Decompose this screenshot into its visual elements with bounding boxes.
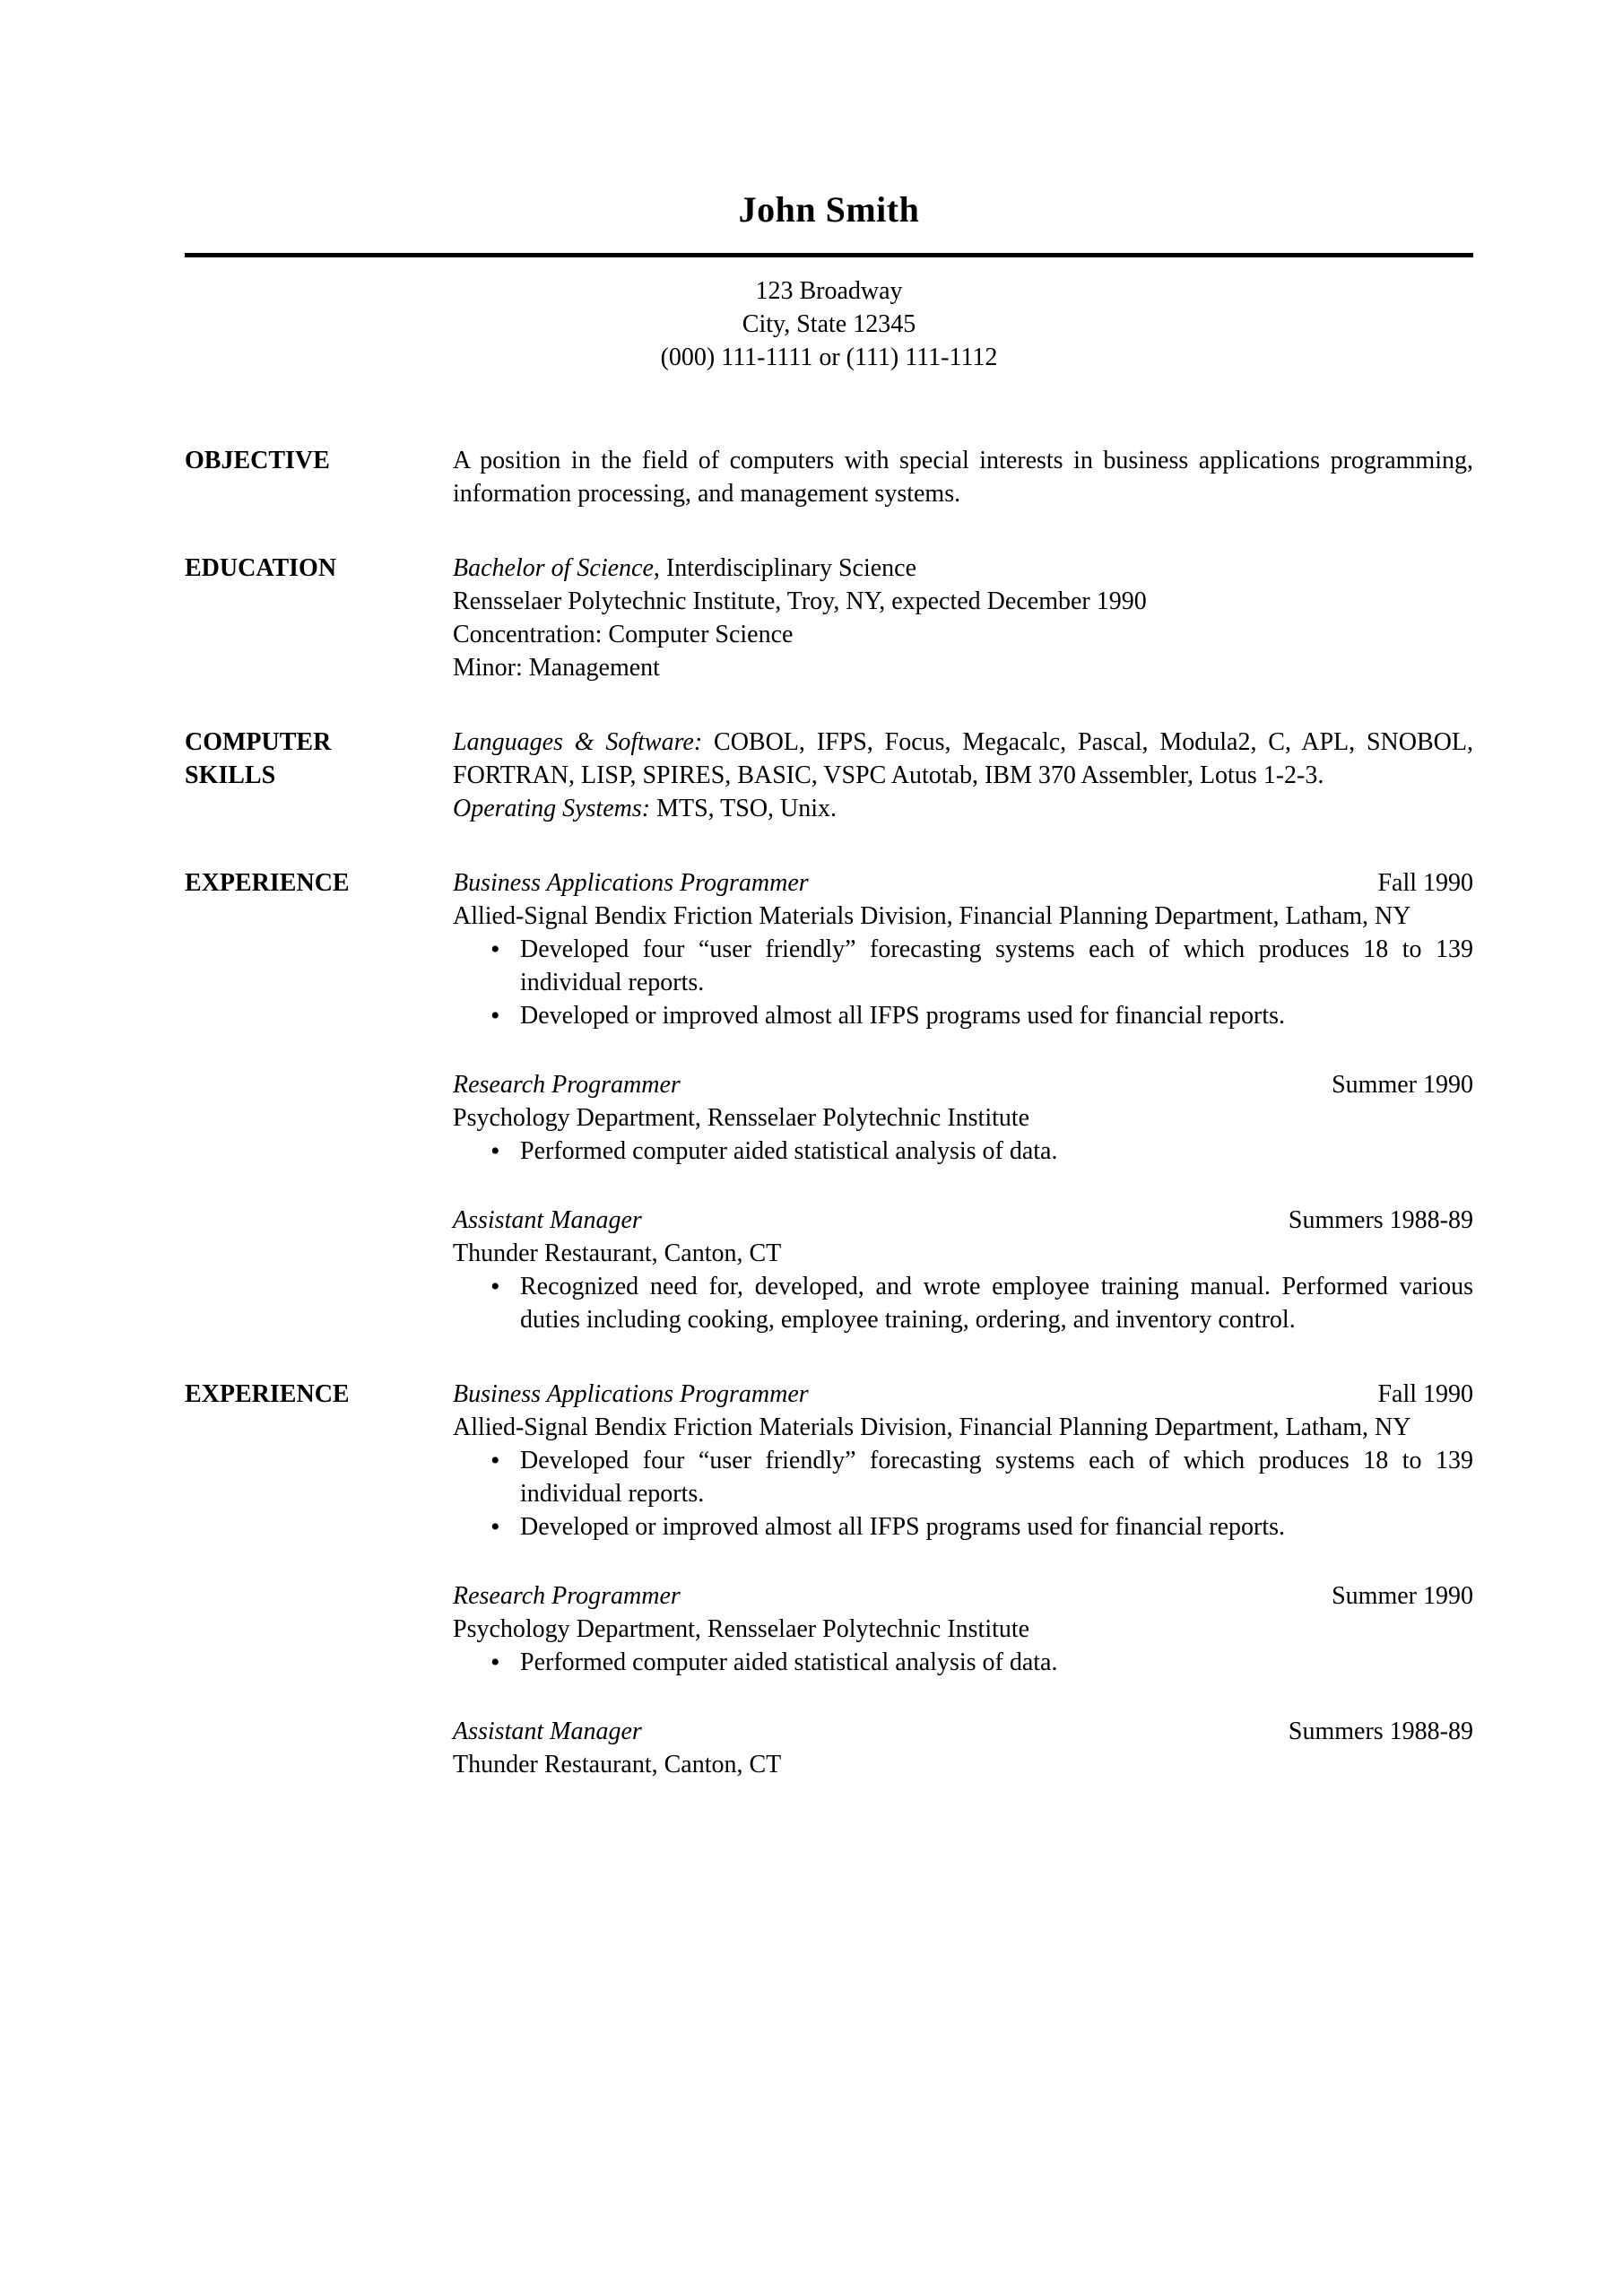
job-date: Summers 1988-89 xyxy=(1288,1718,1473,1745)
education-content xyxy=(453,552,1473,684)
section-objective xyxy=(185,444,1473,510)
job-bullet: • Performed computer aided statistical analysis of data. xyxy=(453,1646,1473,1679)
job-head xyxy=(453,1579,1473,1613)
job-title: Business Applications Programmer xyxy=(453,1380,809,1408)
job-title: Research Programmer xyxy=(453,1582,681,1610)
address-line-street: 123 Broadway xyxy=(755,277,903,305)
job-date: Summers 1988-89 xyxy=(1288,1206,1473,1234)
skills-languages-label: Languages & Software: xyxy=(453,728,703,756)
job-bullet: • Developed four “user friendly” forecasting systems each of which produces 18 to 139 individual reports. xyxy=(453,933,1473,999)
computer-skills-content xyxy=(453,726,1473,825)
education-concentration: Concentration: Computer Science xyxy=(453,621,794,648)
section-education xyxy=(185,552,1473,684)
education-label: EDUCATION xyxy=(185,554,337,582)
job-bullets xyxy=(453,1270,1473,1336)
job-title: Assistant Manager xyxy=(453,1718,642,1745)
experience-2-label: EXPERIENCE xyxy=(185,1380,350,1408)
job-date: Fall 1990 xyxy=(1377,869,1473,897)
job-bullet: • Developed or improved almost all IFPS programs used for financial reports. xyxy=(453,1510,1473,1544)
person-name: John Smith xyxy=(738,189,920,230)
job-head xyxy=(453,1204,1473,1237)
job-entry xyxy=(453,1204,1473,1336)
section-computer-skills xyxy=(185,726,1473,825)
section-experience-2 xyxy=(185,1378,1473,1781)
job-entry xyxy=(453,1068,1473,1168)
job-entry xyxy=(453,1715,1473,1781)
skills-languages-line xyxy=(453,726,1473,792)
address-block xyxy=(185,274,1473,374)
job-bullets xyxy=(453,1444,1473,1544)
objective-content xyxy=(453,444,1473,510)
objective-label: OBJECTIVE xyxy=(185,447,330,474)
job-title: Business Applications Programmer xyxy=(453,869,809,897)
education-degree-suffix: , Interdisciplinary Science xyxy=(653,554,917,582)
job-entry xyxy=(453,1378,1473,1544)
address-line-phone: (000) 111-1111 or (111) 111-1112 xyxy=(660,344,998,371)
education-school: Rensselaer Polytechnic Institute, Troy, NY, expected December 1990 xyxy=(453,587,1147,615)
education-minor: Minor: Management xyxy=(453,654,660,682)
skills-os-line xyxy=(453,792,1473,825)
job-organization: Allied-Signal Bendix Friction Materials Division, Financial Planning Department, Latham, NY xyxy=(453,902,1411,930)
job-title: Assistant Manager xyxy=(453,1206,642,1234)
job-bullet: • Recognized need for, developed, and wrote employee training manual. Performed various duties including cooking, employee training, ordering, and inventory control. xyxy=(453,1270,1473,1336)
objective-text: A position in the field of computers with special interests in business applications programming, information processing, and management systems. xyxy=(453,447,1473,508)
job-bullet: • Developed or improved almost all IFPS programs used for financial reports. xyxy=(453,999,1473,1032)
skills-languages-list: COBOL, IFPS, Focus, Megacalc, Pascal, Modula2, C, APL, SNOBOL, FORTRAN, LISP, SPIRES, BASIC, VSPC Autotab, IBM 370 Assembler, Lotus 1-2-3. xyxy=(453,728,1473,789)
education-degree-line xyxy=(453,552,1473,585)
job-entry xyxy=(453,866,1473,1032)
job-bullet: • Performed computer aided statistical analysis of data. xyxy=(453,1135,1473,1168)
job-organization: Psychology Department, Rensselaer Polytechnic Institute xyxy=(453,1615,1030,1643)
job-bullets xyxy=(453,933,1473,1032)
job-organization: Thunder Restaurant, Canton, CT xyxy=(453,1751,782,1779)
education-degree: Bachelor of Science xyxy=(453,554,654,582)
job-date: Fall 1990 xyxy=(1377,1380,1473,1408)
job-head xyxy=(453,1378,1473,1411)
experience-2-content xyxy=(453,1378,1473,1781)
job-bullets xyxy=(453,1135,1473,1168)
job-title: Research Programmer xyxy=(453,1071,681,1099)
job-head xyxy=(453,866,1473,900)
section-experience-1 xyxy=(185,866,1473,1336)
experience-1-content xyxy=(453,866,1473,1336)
job-head xyxy=(453,1715,1473,1748)
job-organization: Allied-Signal Bendix Friction Materials Division, Financial Planning Department, Latham, NY xyxy=(453,1413,1411,1441)
job-head xyxy=(453,1068,1473,1101)
header-rule xyxy=(185,253,1473,257)
job-bullet: • Developed four “user friendly” forecasting systems each of which produces 18 to 139 individual reports. xyxy=(453,1444,1473,1510)
computer-skills-label: COMPUTER SKILLS xyxy=(185,728,332,789)
address-line-city: City, State 12345 xyxy=(742,310,916,338)
job-bullets xyxy=(453,1646,1473,1679)
job-date: Summer 1990 xyxy=(1332,1582,1473,1610)
experience-1-label: EXPERIENCE xyxy=(185,869,350,897)
job-entry xyxy=(453,1579,1473,1679)
skills-os-list: MTS, TSO, Unix. xyxy=(650,795,838,822)
job-date: Summer 1990 xyxy=(1332,1071,1473,1099)
job-organization: Thunder Restaurant, Canton, CT xyxy=(453,1239,782,1267)
job-organization: Psychology Department, Rensselaer Polytechnic Institute xyxy=(453,1104,1030,1132)
skills-os-label: Operating Systems: xyxy=(453,795,651,822)
